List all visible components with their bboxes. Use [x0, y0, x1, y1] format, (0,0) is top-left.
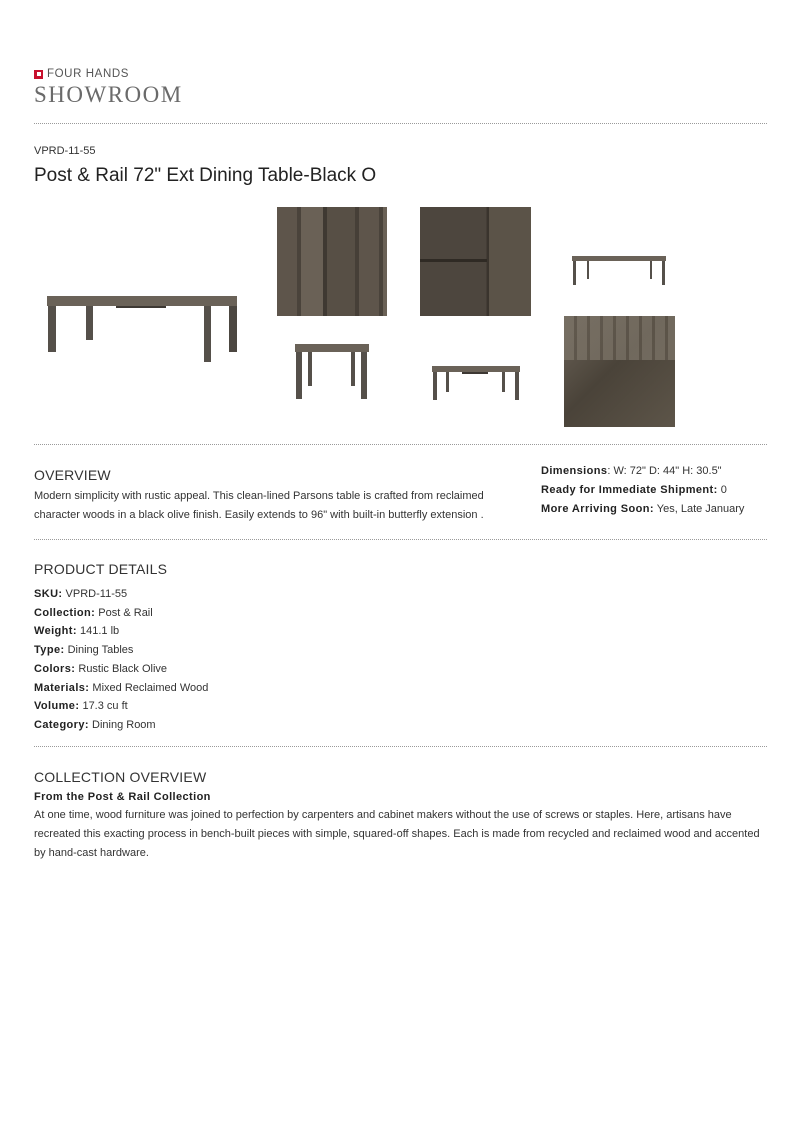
arriving-soon-row: More Arriving Soon: Yes, Late January — [541, 503, 745, 515]
detail-row: Weight: 141.1 lb — [34, 625, 120, 638]
detail-row: Collection: Post & Rail — [34, 606, 153, 619]
divider — [34, 539, 767, 540]
brand-main-text: SHOWROOM — [34, 82, 183, 107]
collection-subheading: From the Post & Rail Collection — [34, 791, 211, 803]
overview-text: Modern simplicity with rustic appeal. This clean-lined Parsons table is crafted from reclaimed character woods in a black olive finish. Easily extends to 96" with built-in butterfly extension . — [34, 490, 484, 521]
detail-row: Volume: 17.3 cu ft — [34, 700, 128, 713]
wood-texture-image-2 — [420, 207, 531, 316]
brand-top-text: FOUR HANDS — [47, 68, 130, 80]
sku-code: VPRD-11-55 — [34, 145, 96, 157]
table-extended-image — [34, 205, 254, 427]
brand-square-icon — [34, 70, 43, 79]
table-corner-detail-image — [564, 316, 675, 427]
collection-text: At one time, wood furniture was joined to perfection by carpenters and cabinet makers without the use of screws or staples. Here, artisans have recreated this exacting process in bench-built pieces with simple, squared-off shapes. Each is made from recycled and reclaimed wood and accented by hand-cast hardware. — [34, 809, 760, 859]
detail-row: Colors: Rustic Black Olive — [34, 662, 168, 675]
table-front-image — [420, 318, 531, 427]
detail-row: SKU: VPRD-11-55 — [34, 588, 128, 600]
collection-overview-heading: COLLECTION OVERVIEW — [34, 769, 207, 785]
divider — [34, 123, 767, 124]
wood-texture-image-1 — [277, 207, 387, 316]
product-details-list — [34, 585, 208, 735]
table-side-image — [564, 207, 675, 316]
table-square-image — [277, 318, 387, 427]
overview-heading: OVERVIEW — [34, 467, 111, 483]
ready-shipment-row: Ready for Immediate Shipment: 0 — [541, 484, 727, 496]
detail-row: Materials: Mixed Reclaimed Wood — [34, 681, 209, 694]
dimensions-row: Dimensions: W: 72" D: 44" H: 30.5" — [541, 465, 722, 477]
brand-logo — [34, 68, 183, 108]
detail-row: Category: Dining Room — [34, 718, 156, 731]
detail-row: Type: Dining Tables — [34, 644, 134, 657]
product-title: Post & Rail 72" Ext Dining Table-Black O — [34, 165, 377, 186]
divider — [34, 444, 767, 445]
product-details-heading: PRODUCT DETAILS — [34, 561, 168, 577]
specs-block — [541, 462, 744, 519]
divider — [34, 746, 767, 747]
